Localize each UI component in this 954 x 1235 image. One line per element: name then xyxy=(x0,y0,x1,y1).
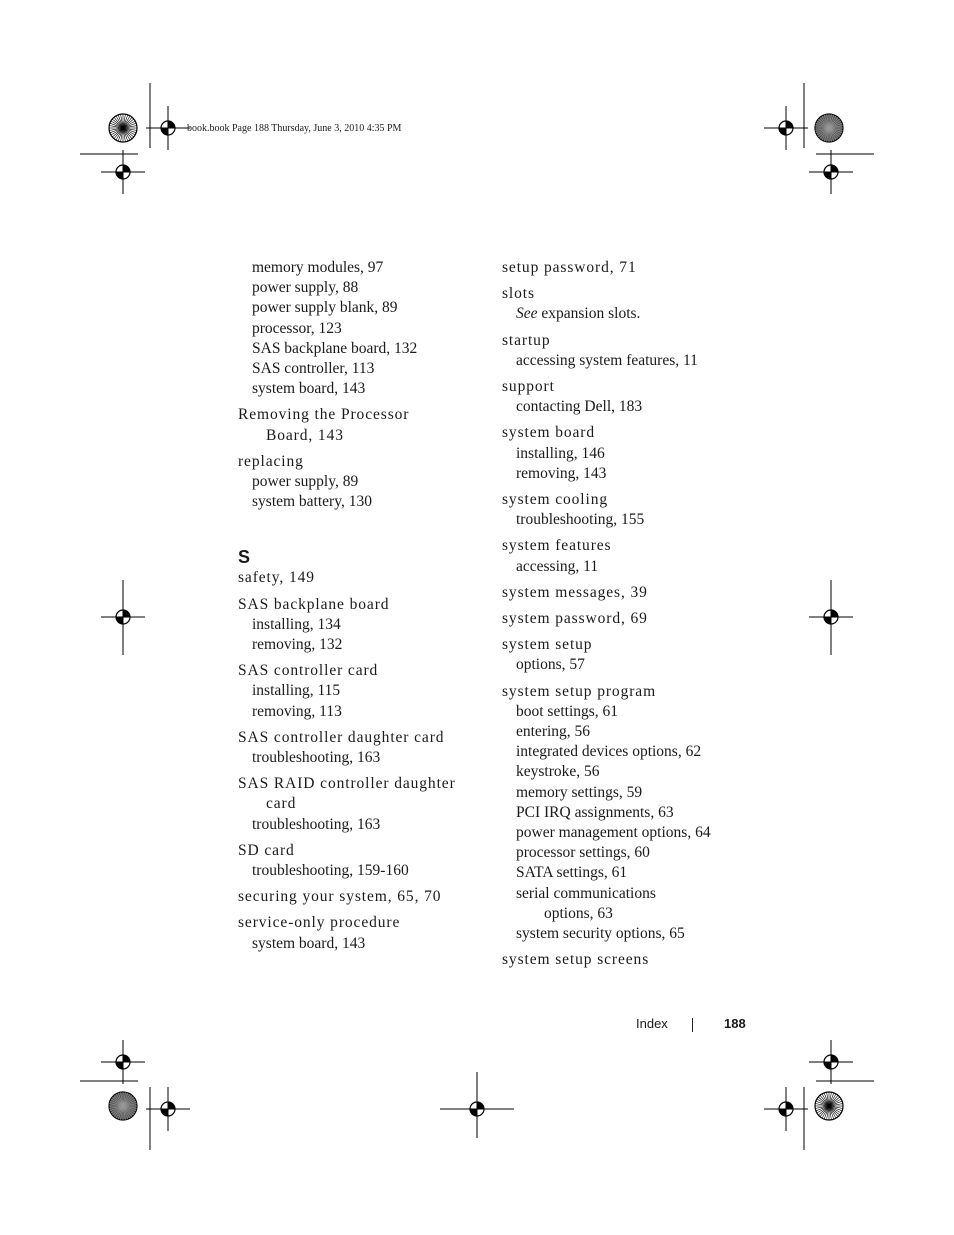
index-entry: memory modules, 97 xyxy=(252,259,384,276)
index-entry: system cooling xyxy=(502,491,609,509)
section-letter: S xyxy=(238,547,251,568)
index-entry: removing, 143 xyxy=(516,464,607,482)
index-entry: startup xyxy=(502,331,551,349)
index-entry: troubleshooting, 163 xyxy=(252,749,381,767)
index-entry: SD card xyxy=(238,841,295,859)
index-entry: securing your system, 65, 70 xyxy=(238,888,442,906)
registration-mark-icon xyxy=(764,106,808,150)
index-column-left xyxy=(238,258,488,954)
index-entry: SAS controller, 113 xyxy=(252,360,375,378)
index-entry: accessing system features, 11 xyxy=(516,351,698,369)
index-entry: system battery, 130 xyxy=(252,493,372,511)
see-reference: See xyxy=(516,305,538,323)
registration-mark-icon xyxy=(146,106,190,150)
index-entry: slots xyxy=(502,285,535,303)
registration-mark-icon xyxy=(809,150,853,194)
left-top-entries xyxy=(238,258,488,512)
starburst-icon xyxy=(109,114,137,142)
index-entry: keystroke, 56 xyxy=(516,763,600,781)
index-entry: installing, 115 xyxy=(252,682,341,700)
index-entry: troubleshooting, 155 xyxy=(516,511,645,529)
index-entry: setup password, 71 xyxy=(502,259,637,276)
index-entry: installing, 134 xyxy=(252,615,341,633)
index-entry: system password, 69 xyxy=(502,610,648,628)
registration-mark-icon xyxy=(764,1087,808,1131)
index-entry: system setup screens xyxy=(502,951,650,969)
index-entry: accessing, 11 xyxy=(516,557,599,575)
index-entry: system board, 143 xyxy=(252,380,366,398)
index-entry: power management options, 64 xyxy=(516,824,711,842)
index-entry: options, 57 xyxy=(516,656,585,674)
index-entry: SATA settings, 61 xyxy=(516,864,628,882)
starburst-icon xyxy=(109,1092,137,1120)
index-entry: SAS backplane board xyxy=(238,595,390,613)
index-entry: system features xyxy=(502,537,612,555)
index-entry: support xyxy=(502,378,555,396)
index-entry: Board, 143 xyxy=(266,426,344,444)
index-entry: removing, 113 xyxy=(252,702,342,720)
index-entry: power supply, 89 xyxy=(252,473,359,491)
index-entry: processor settings, 60 xyxy=(516,844,650,862)
index-entry: removing, 132 xyxy=(252,636,343,654)
right-entries xyxy=(502,258,752,971)
index-entry: replacing xyxy=(238,452,304,470)
index-entry: processor, 123 xyxy=(252,319,342,337)
index-entry xyxy=(502,304,752,324)
registration-mark-icon xyxy=(101,1040,145,1084)
left-section-entries xyxy=(238,568,488,953)
index-entry: installing, 146 xyxy=(516,444,605,462)
registration-mark-icon xyxy=(146,1087,190,1131)
index-entry: system messages, 39 xyxy=(502,583,648,601)
index-entry: service-only procedure xyxy=(238,914,401,932)
index-entry: system board, 143 xyxy=(252,934,366,952)
index-entry: options, 63 xyxy=(544,904,613,922)
index-entry: SAS backplane board, 132 xyxy=(252,339,418,357)
index-entry: system board xyxy=(502,424,596,442)
index-entry: contacting Dell, 183 xyxy=(516,398,643,416)
index-entry: boot settings, 61 xyxy=(516,702,619,720)
footer-section-label: Index xyxy=(636,1016,668,1031)
index-entry: system security options, 65 xyxy=(516,925,685,943)
index-entry: SAS RAID controller daughter xyxy=(238,775,456,793)
index-column-right xyxy=(502,258,752,971)
starburst-icon xyxy=(815,1092,843,1120)
index-entry: system setup program xyxy=(502,682,657,700)
index-entry: Removing the Processor xyxy=(238,406,410,424)
index-entry: power supply, 88 xyxy=(252,279,359,297)
footer-separator xyxy=(692,1018,693,1032)
index-entry: entering, 56 xyxy=(516,723,591,741)
index-entry: power supply blank, 89 xyxy=(252,299,398,317)
index-entry: safety, 149 xyxy=(238,569,315,587)
index-entry: system setup xyxy=(502,636,593,654)
starburst-icon xyxy=(815,114,843,142)
index-entry: integrated devices options, 62 xyxy=(516,743,702,761)
index-entry: PCI IRQ assignments, 63 xyxy=(516,803,674,821)
index-entry: SAS controller daughter card xyxy=(238,728,445,746)
print-slug: book.book Page 188 Thursday, June 3, 2010 4:35 PM xyxy=(187,123,402,134)
index-entry: serial communications xyxy=(516,884,656,902)
index-entry: troubleshooting, 163 xyxy=(252,815,381,833)
registration-mark-icon xyxy=(809,1040,853,1084)
registration-mark-icon xyxy=(101,150,145,194)
index-entry: troubleshooting, 159-160 xyxy=(252,862,409,880)
index-entry: SAS controller card xyxy=(238,662,379,680)
index-entry: card xyxy=(266,795,297,813)
index-entry-text: expansion slots. xyxy=(537,305,641,323)
footer-page-number: 188 xyxy=(724,1016,746,1031)
index-entry: memory settings, 59 xyxy=(516,783,643,801)
